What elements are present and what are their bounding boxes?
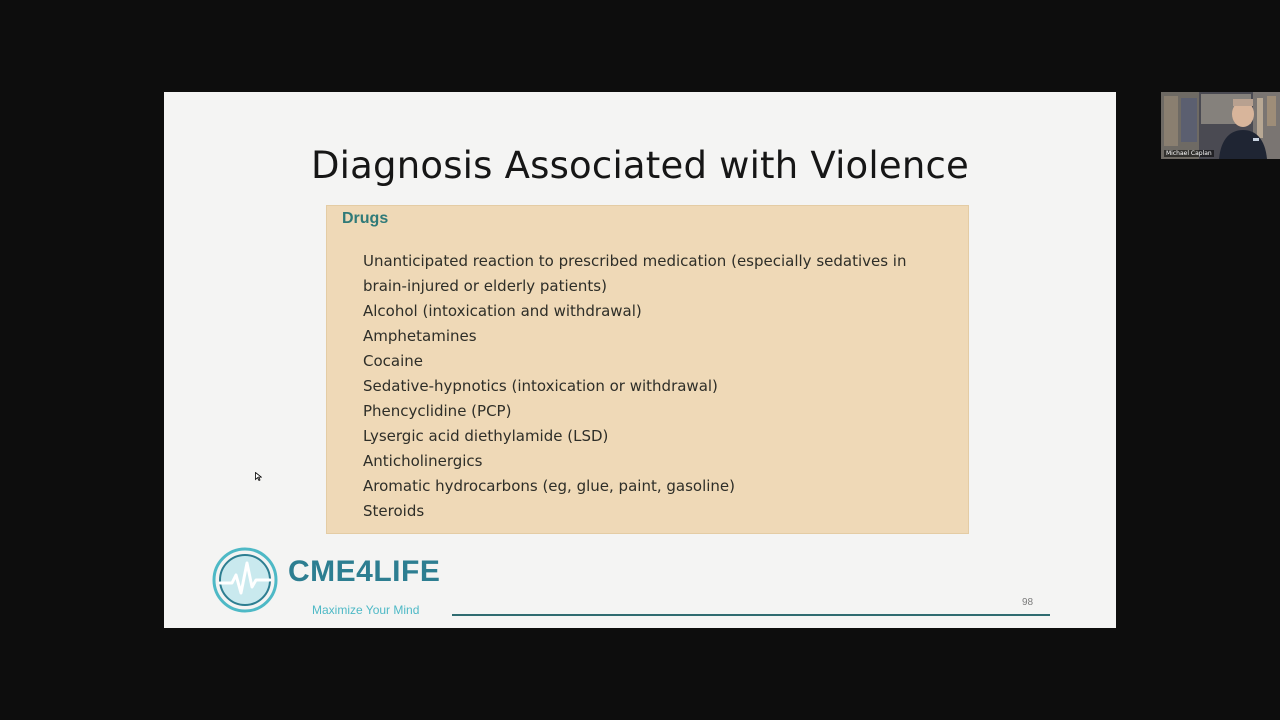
slide-title: Diagnosis Associated with Violence bbox=[310, 144, 969, 187]
list-item: Steroids bbox=[363, 502, 425, 520]
mouse-pointer-icon bbox=[255, 472, 262, 481]
list-item: Aromatic hydrocarbons (eg, glue, paint, gasoline) bbox=[363, 477, 735, 495]
presentation-slide bbox=[164, 92, 1116, 628]
participant-video[interactable] bbox=[1161, 92, 1280, 159]
participant-name: Michael Caplan bbox=[1166, 150, 1212, 157]
logo-tagline: Maximize Your Mind bbox=[312, 603, 420, 617]
list-item: Amphetamines bbox=[363, 327, 477, 345]
drug-list bbox=[363, 249, 953, 524]
list-item: Unanticipated reaction to prescribed medication (especially sedatives in brain-injured or elderly patients) bbox=[363, 252, 907, 295]
drugs-box bbox=[326, 205, 969, 534]
drugs-heading: Drugs bbox=[342, 210, 389, 227]
list-item: Phencyclidine (PCP) bbox=[363, 402, 512, 420]
logo-wordmark: CME4LIFE bbox=[288, 555, 441, 588]
cme4life-logo bbox=[212, 547, 452, 621]
participant-video-feed bbox=[1161, 92, 1280, 159]
list-item: Cocaine bbox=[363, 352, 423, 370]
heartbeat-circle-icon bbox=[212, 547, 278, 613]
list-item: Anticholinergics bbox=[363, 452, 483, 470]
list-item: Lysergic acid diethylamide (LSD) bbox=[363, 427, 609, 445]
list-item: Sedative-hypnotics (intoxication or withdrawal) bbox=[363, 377, 718, 395]
footer-divider bbox=[452, 614, 1050, 616]
list-item: Alcohol (intoxication and withdrawal) bbox=[363, 302, 642, 320]
page-number: 98 bbox=[1022, 597, 1034, 608]
